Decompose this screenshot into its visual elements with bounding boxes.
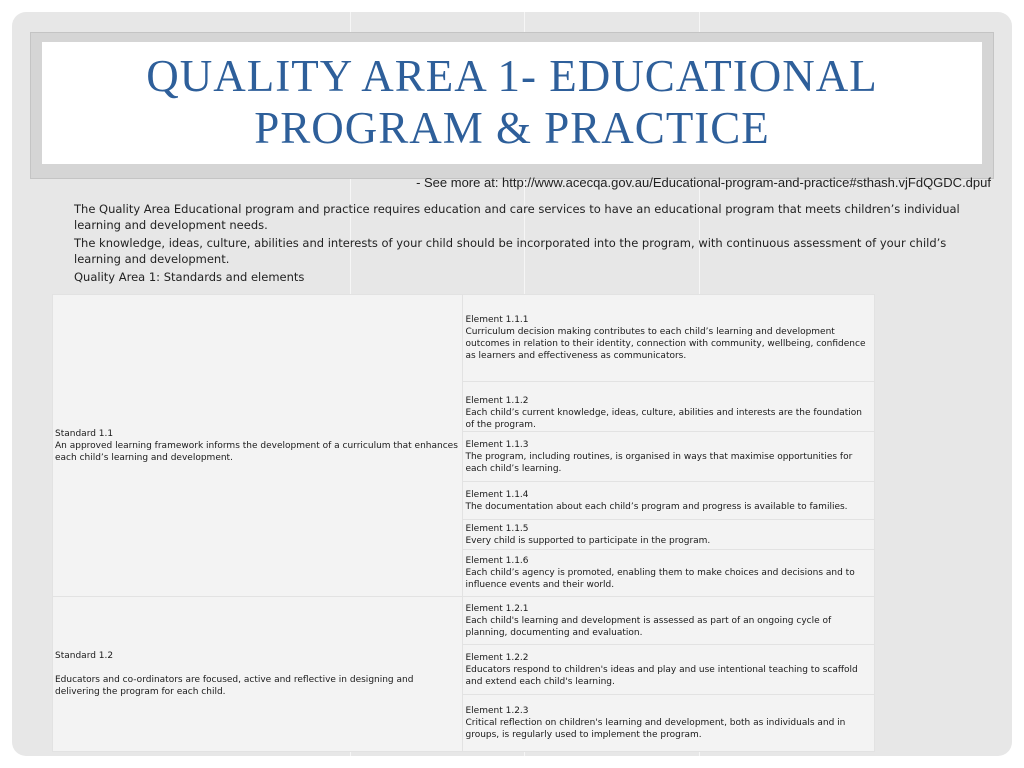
title-line-2: PROGRAM & PRACTICE xyxy=(254,103,770,153)
title-box xyxy=(42,42,982,164)
element-text: Educators respond to children's ideas and play and use intentional teaching to scaffold and extend each child's learning. xyxy=(465,664,858,687)
element-cell xyxy=(463,695,875,752)
standard-text: An approved learning framework informs the development of a curriculum that enhances each child’s learning and development. xyxy=(55,440,458,463)
standard-text: Educators and co-ordinators are focused, active and reflective in designing and delivering the program for each child. xyxy=(55,675,414,697)
element-text: Each child’s current knowledge, ideas, culture, abilities and interests are the foundation of the program. xyxy=(465,408,862,430)
element-cell xyxy=(463,550,875,597)
element-text: Curriculum decision making contributes to each child’s learning and development outcomes in relation to their identity, connection with community, wellbeing, confidence as learners and effectiveness as communicators. xyxy=(465,327,866,361)
element-cell xyxy=(463,597,875,645)
element-cell xyxy=(463,432,875,482)
standards-table xyxy=(52,294,875,752)
element-cell xyxy=(463,295,875,382)
intro-paragraph-2: The knowledge, ideas, culture, abilities and interests of your child should be incorporated into the program, with continuous assessment of your child’s learning and development. xyxy=(74,236,947,266)
standard-label: Standard 1.2 xyxy=(55,651,114,661)
element-label: Element 1.2.3 xyxy=(465,706,529,716)
element-label: Element 1.2.1 xyxy=(465,603,529,614)
element-label: Element 1.1.1 xyxy=(465,315,529,325)
element-label: Element 1.1.3 xyxy=(465,439,529,450)
slide xyxy=(12,12,1012,756)
element-label: Element 1.1.2 xyxy=(465,396,529,406)
element-text: The program, including routines, is organised in ways that maximise opportunities for each child’s learning. xyxy=(465,451,853,474)
element-label: Element 1.1.6 xyxy=(465,556,529,566)
element-text: The documentation about each child’s program and progress is available to families. xyxy=(465,501,848,512)
element-cell xyxy=(463,382,875,432)
element-label: Element 1.1.5 xyxy=(465,523,529,534)
element-text: Each child's learning and development is assessed as part of an ongoing cycle of planning, documenting and evaluation. xyxy=(465,615,832,638)
table-row xyxy=(53,295,875,382)
element-label: Element 1.1.4 xyxy=(465,489,529,500)
intro-text xyxy=(74,201,974,287)
slide-title xyxy=(42,50,982,154)
element-text: Every child is supported to participate in the program. xyxy=(465,535,711,546)
element-label: Element 1.2.2 xyxy=(465,652,529,663)
title-frame xyxy=(30,32,994,190)
intro-paragraph-3: Quality Area 1: Standards and elements xyxy=(74,270,305,284)
element-text: Each child’s agency is promoted, enabling them to make choices and decisions and to influence events and their world. xyxy=(465,568,855,590)
element-text: Critical reflection on children's learning and development, both as individuals and in groups, is regularly used to implement the program. xyxy=(465,718,846,740)
standard-cell xyxy=(53,295,463,597)
table-row xyxy=(53,597,875,645)
element-cell xyxy=(463,520,875,550)
source-note: - See more at: http://www.acecqa.gov.au/Educational-program-and-practice#sthash.vjFdQGDC.dpuf xyxy=(416,175,991,190)
standard-label: Standard 1.1 xyxy=(55,428,114,439)
title-line-1: QUALITY AREA 1- EDUCATIONAL xyxy=(146,51,878,101)
standard-cell xyxy=(53,597,463,752)
intro-paragraph-1: The Quality Area Educational program and practice requires education and care services to have an educational program that meets children’s individual learning and development needs. xyxy=(74,202,960,232)
element-cell xyxy=(463,645,875,695)
element-cell xyxy=(463,482,875,520)
